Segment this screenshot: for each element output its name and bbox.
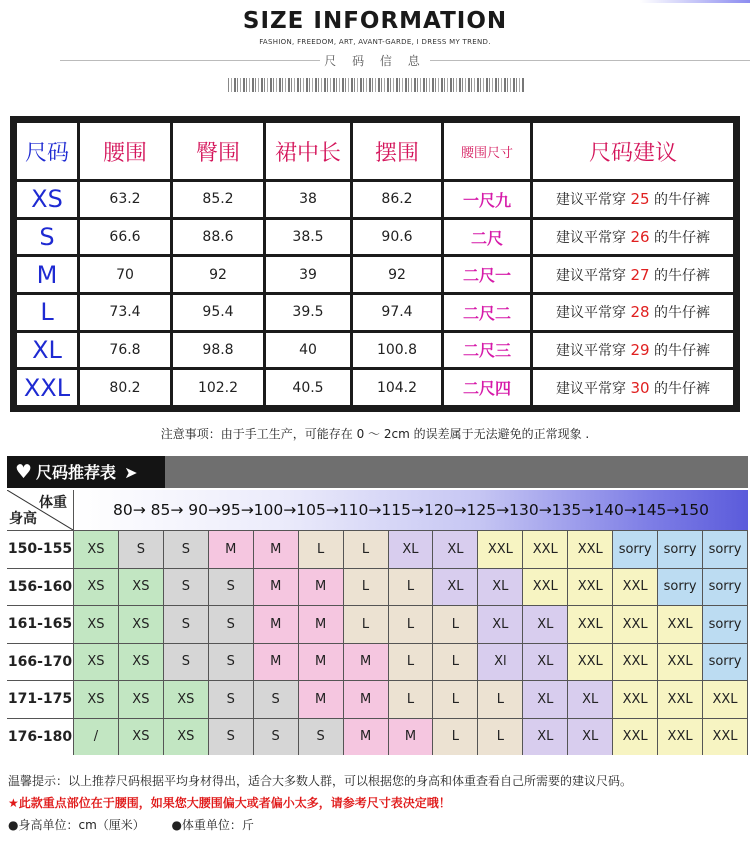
size-suggestion-cell: XS — [164, 719, 208, 756]
size-suggestion-cell: L — [344, 531, 388, 568]
hip-cell: 85.2 — [173, 182, 263, 217]
cn-title: 尺 码 信 息 — [324, 54, 426, 68]
size-suggestion-cell: S — [209, 719, 253, 756]
footer — [8, 770, 748, 836]
waist-chi-cell: 二尺四 — [444, 370, 530, 405]
size-suggestion-cell: XXL — [568, 644, 612, 681]
size-suggestion-cell: XXL — [613, 719, 657, 756]
size-suggestion-cell: L — [478, 681, 522, 718]
size-suggestion-cell: XXL — [658, 681, 702, 718]
hem-cell: 100.8 — [353, 333, 441, 368]
size-suggestion-cell: L — [344, 606, 388, 643]
size-suggestion-cell: XXL — [703, 681, 747, 718]
size-suggestion-cell: S — [164, 644, 208, 681]
hip-cell: 95.4 — [173, 295, 263, 330]
size-suggestion-cell: L — [478, 719, 522, 756]
footer-tip: 温馨提示：以上推荐尺码根据平均身材得出，适合大多数人群，可以根据您的身高和体重查看自己所需要的建议尺码。 — [8, 774, 633, 788]
recommend-cell — [533, 295, 733, 330]
size-suggestion-cell: M — [389, 719, 433, 756]
recommend-grid — [7, 490, 748, 755]
hip-cell: 102.2 — [173, 370, 263, 405]
recommend-suffix: 的牛仔裤 — [654, 342, 710, 359]
recommend-prefix: 建议平常穿 — [556, 267, 626, 284]
size-suggestion-cell: XL — [568, 719, 612, 756]
weight-label: 体重 — [39, 495, 67, 511]
size-table-frame — [10, 116, 740, 412]
hip-cell: 98.8 — [173, 333, 263, 368]
size-cell: S — [17, 220, 77, 255]
size-suggestion-cell: XXL — [478, 531, 522, 568]
size-suggestion-cell: S — [119, 531, 163, 568]
size-suggestion-cell: XXL — [568, 606, 612, 643]
size-suggestion-cell: sorry — [703, 531, 747, 568]
waist-chi-cell: 一尺九 — [444, 182, 530, 217]
size-suggestion-cell: XXL — [568, 569, 612, 606]
header-size: 尺码 — [17, 123, 77, 179]
size-suggestion-cell: XL — [523, 719, 567, 756]
recommend-prefix: 建议平常穿 — [556, 192, 626, 209]
size-suggestion-cell: sorry — [613, 531, 657, 568]
recommend-jeans-size: 27 — [630, 265, 650, 284]
waist-cell: 73.4 — [80, 295, 170, 330]
size-suggestion-cell: S — [164, 531, 208, 568]
page-subtitle: FASHION, FREEDOM, ART, AVANT-GARDE, I DRESS MY TREND. — [259, 38, 491, 46]
height-row-label: 176-180 — [7, 719, 73, 756]
note-text: 注意事项：由于手工生产，可能存在 0 ～ 2cm 的误差属于无法避免的正常现象 . — [160, 427, 590, 441]
size-suggestion-cell: XXL — [613, 606, 657, 643]
size-suggestion-cell: L — [389, 644, 433, 681]
size-row — [17, 182, 733, 217]
size-suggestion-cell: S — [299, 719, 343, 756]
heart-icon: ♥ — [15, 461, 33, 483]
waist-cell: 70 — [80, 257, 170, 292]
recommend-suffix: 的牛仔裤 — [654, 267, 710, 284]
size-suggestion-cell: XXL — [658, 644, 702, 681]
barcode-decoration — [228, 78, 524, 92]
length-cell: 39 — [266, 257, 350, 292]
header-hem: 摆围 — [353, 123, 441, 179]
recommend-prefix: 建议平常穿 — [556, 342, 626, 359]
size-suggestion-cell: XL — [433, 531, 477, 568]
header-waist-chi: 腰围尺寸 — [444, 123, 530, 179]
size-suggestion-cell: L — [433, 644, 477, 681]
recommend-cell — [533, 182, 733, 217]
size-suggestion-cell: L — [389, 681, 433, 718]
waist-chi-cell: 二尺三 — [444, 333, 530, 368]
footer-warning: ★此款重点部位在于腰围，如果您大腰围偏大或者偏小太多，请参考尺寸表决定哦！ — [8, 796, 451, 810]
recommend-cell — [533, 257, 733, 292]
recommend-jeans-size: 28 — [630, 303, 650, 322]
size-suggestion-cell: L — [389, 606, 433, 643]
recommend-tab — [7, 456, 165, 488]
size-suggestion-cell: XL — [523, 606, 567, 643]
size-row — [17, 220, 733, 255]
recommend-jeans-size: 29 — [630, 340, 650, 359]
height-row-label: 161-165 — [7, 606, 73, 643]
recommend-cell — [533, 333, 733, 368]
size-suggestion-cell: sorry — [703, 606, 747, 643]
size-suggestion-cell: L — [433, 681, 477, 718]
height-row-label: 156-160 — [7, 569, 73, 606]
size-suggestion-cell: XL — [478, 569, 522, 606]
recommend-tab-label: 尺码推荐表 — [36, 463, 117, 482]
size-suggestion-cell: XXL — [568, 531, 612, 568]
size-suggestion-cell: Xl — [478, 644, 522, 681]
size-suggestion-cell: XS — [119, 719, 163, 756]
size-row — [17, 370, 733, 405]
size-suggestion-cell: sorry — [658, 569, 702, 606]
size-suggestion-cell: S — [209, 681, 253, 718]
size-table — [14, 120, 736, 408]
size-suggestion-cell: XXL — [658, 719, 702, 756]
height-label: 身高 — [9, 511, 37, 527]
size-suggestion-cell: M — [254, 606, 298, 643]
recommend-prefix: 建议平常穿 — [556, 380, 626, 397]
height-row-label: 171-175 — [7, 681, 73, 718]
recommend-suffix: 的牛仔裤 — [654, 380, 710, 397]
grid-corner — [7, 490, 73, 530]
height-row-label: 166-170 — [7, 644, 73, 681]
size-suggestion-cell: XS — [74, 606, 118, 643]
recommend-prefix: 建议平常穿 — [556, 230, 626, 247]
size-row — [17, 333, 733, 368]
arrow-right-icon: ➤ — [124, 463, 138, 482]
size-suggestion-cell: XL — [523, 681, 567, 718]
size-suggestion-cell: XXL — [613, 681, 657, 718]
waist-chi-cell: 二尺一 — [444, 257, 530, 292]
header-recommend: 尺码建议 — [533, 123, 733, 179]
size-suggestion-cell: / — [74, 719, 118, 756]
size-row — [17, 295, 733, 330]
size-suggestion-cell: M — [344, 719, 388, 756]
size-suggestion-cell: S — [209, 569, 253, 606]
size-suggestion-cell: XL — [389, 531, 433, 568]
divider-right — [430, 60, 750, 61]
size-suggestion-cell: XS — [119, 681, 163, 718]
size-suggestion-cell: M — [299, 606, 343, 643]
size-suggestion-cell: L — [299, 531, 343, 568]
size-suggestion-cell: XS — [119, 644, 163, 681]
size-suggestion-cell: M — [254, 644, 298, 681]
hip-cell: 88.6 — [173, 220, 263, 255]
recommend-jeans-size: 30 — [630, 378, 650, 397]
hem-cell: 104.2 — [353, 370, 441, 405]
size-table-header — [17, 123, 733, 179]
size-suggestion-cell: sorry — [703, 569, 747, 606]
recommend-prefix: 建议平常穿 — [556, 305, 626, 322]
size-cell: L — [17, 295, 77, 330]
waist-cell: 63.2 — [80, 182, 170, 217]
hem-cell: 86.2 — [353, 182, 441, 217]
size-cell: M — [17, 257, 77, 292]
height-row-label: 150-155 — [7, 531, 73, 568]
size-cell: XL — [17, 333, 77, 368]
recommend-jeans-size: 25 — [630, 190, 650, 209]
hip-cell: 92 — [173, 257, 263, 292]
header — [0, 0, 750, 110]
size-suggestion-cell: XS — [74, 569, 118, 606]
size-suggestion-cell: M — [254, 569, 298, 606]
size-suggestion-cell: L — [389, 569, 433, 606]
size-suggestion-cell: XL — [568, 681, 612, 718]
size-suggestion-cell: XXL — [613, 569, 657, 606]
waist-chi-cell: 二尺二 — [444, 295, 530, 330]
size-suggestion-cell: L — [433, 606, 477, 643]
size-suggestion-cell: XS — [74, 644, 118, 681]
size-suggestion-cell: S — [254, 681, 298, 718]
recommend-suffix: 的牛仔裤 — [654, 192, 710, 209]
size-suggestion-cell: L — [433, 719, 477, 756]
recommend-jeans-size: 26 — [630, 228, 650, 247]
size-row — [17, 257, 733, 292]
size-suggestion-cell: XS — [74, 681, 118, 718]
size-suggestion-cell: XXL — [523, 531, 567, 568]
size-suggestion-cell: XXL — [613, 644, 657, 681]
length-cell: 40.5 — [266, 370, 350, 405]
size-suggestion-cell: M — [299, 681, 343, 718]
header-waist: 腰围 — [80, 123, 170, 179]
length-cell: 38 — [266, 182, 350, 217]
size-suggestion-cell: M — [344, 681, 388, 718]
size-suggestion-cell: M — [299, 569, 343, 606]
size-suggestion-cell: sorry — [658, 531, 702, 568]
page-title: SIZE INFORMATION — [242, 8, 508, 34]
waist-cell: 80.2 — [80, 370, 170, 405]
size-suggestion-cell: XS — [164, 681, 208, 718]
waist-cell: 76.8 — [80, 333, 170, 368]
size-suggestion-cell: XL — [433, 569, 477, 606]
size-suggestion-cell: M — [299, 644, 343, 681]
size-suggestion-cell: S — [164, 569, 208, 606]
size-suggestion-cell: XS — [74, 531, 118, 568]
hem-cell: 97.4 — [353, 295, 441, 330]
hem-cell: 92 — [353, 257, 441, 292]
size-suggestion-cell: XS — [119, 569, 163, 606]
recommend-suffix: 的牛仔裤 — [654, 230, 710, 247]
size-suggestion-cell: sorry — [703, 644, 747, 681]
size-cell: XXL — [17, 370, 77, 405]
size-suggestion-cell: XS — [119, 606, 163, 643]
waist-chi-cell: 二尺 — [444, 220, 530, 255]
recommend-cell — [533, 370, 733, 405]
header-hip: 臀围 — [173, 123, 263, 179]
size-suggestion-cell: S — [209, 644, 253, 681]
size-suggestion-cell: XL — [523, 644, 567, 681]
recommend-cell — [533, 220, 733, 255]
size-suggestion-cell: XXL — [703, 719, 747, 756]
size-suggestion-cell: M — [209, 531, 253, 568]
header-length: 裙中长 — [266, 123, 350, 179]
length-cell: 40 — [266, 333, 350, 368]
size-suggestion-cell: S — [209, 606, 253, 643]
size-suggestion-cell: S — [254, 719, 298, 756]
corner-accent — [640, 0, 750, 3]
recommend-suffix: 的牛仔裤 — [654, 305, 710, 322]
size-suggestion-cell: XL — [478, 606, 522, 643]
length-cell: 39.5 — [266, 295, 350, 330]
size-suggestion-cell: XXL — [658, 606, 702, 643]
size-suggestion-cell: M — [254, 531, 298, 568]
size-cell: XS — [17, 182, 77, 217]
size-suggestion-cell: XXL — [523, 569, 567, 606]
size-suggestion-cell: S — [164, 606, 208, 643]
size-suggestion-cell: L — [344, 569, 388, 606]
size-suggestion-cell: M — [344, 644, 388, 681]
weight-header: 80→ 85→ 90→95→100→105→110→115→120→125→130→135→140→145→150 — [74, 490, 748, 530]
hem-cell: 90.6 — [353, 220, 441, 255]
length-cell: 38.5 — [266, 220, 350, 255]
waist-cell: 66.6 — [80, 220, 170, 255]
footer-units: ●身高单位：cm（厘米） ●体重单位：斤 — [8, 818, 254, 832]
